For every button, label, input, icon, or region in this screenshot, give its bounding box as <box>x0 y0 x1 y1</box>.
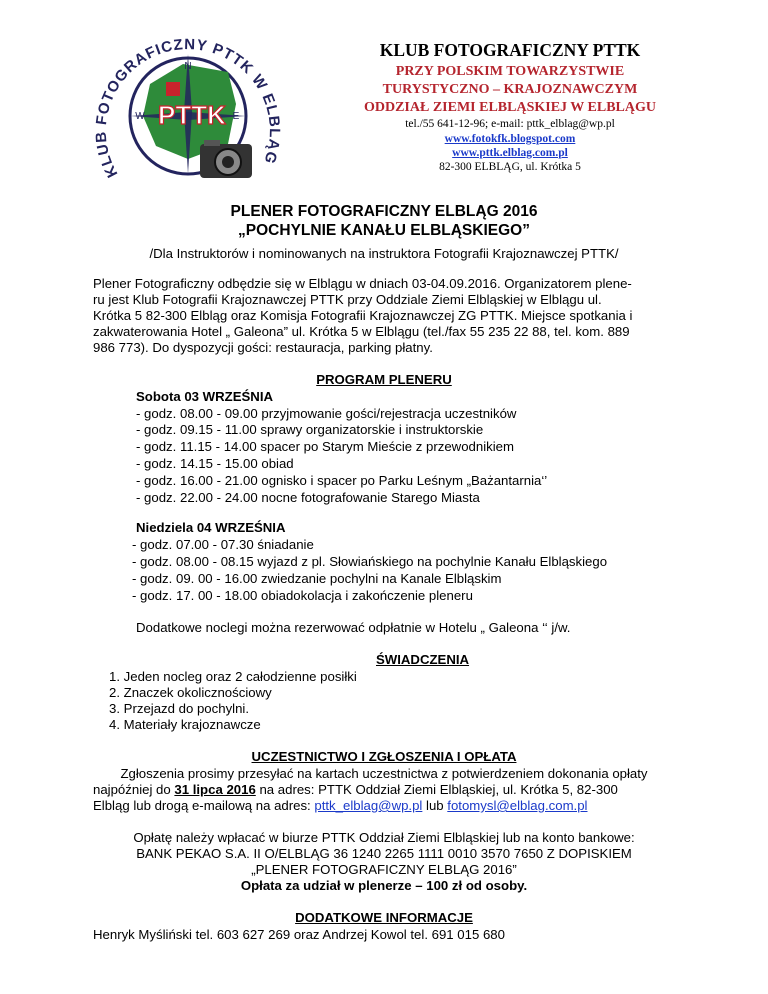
pttk-logo <box>88 24 288 204</box>
event-title-1: PLENER FOTOGRAFICZNY ELBLĄG 2016 <box>230 203 538 220</box>
benefits-heading: ŚWIADCZENIA <box>376 652 470 667</box>
event-subtitle: /Dla Instruktorów i nominowanych na instruktora Fotografii Krajoznawczej PTTK/ <box>149 246 619 261</box>
compass-n: N <box>184 61 192 72</box>
schedule-item: - godz. 08.00 - 08.15 wyjazd z pl. Słowiańskiego na pochylnie Kanału Elbląskiego <box>132 554 608 569</box>
fee-line: Opłata za udział w plenerze – 100 zł od osoby. <box>240 878 528 893</box>
logo-pttk-text: PTTK <box>158 100 226 130</box>
club-sub2: TURYSTYCZNO – KRAJOZNAWCZYM <box>382 82 638 97</box>
intro-line: Krótka 5 82-300 Elbląg oraz Komisja Fotografii Krajoznawczej ZG PTTK. Miejsce spotkania i <box>93 308 633 323</box>
payment-line1: Opłatę należy wpłacać w biurze PTTK Oddział Ziemi Elbląskiej lub na konto bankowe: <box>133 830 635 845</box>
schedule-item: - godz. 09. 00 - 16.00 zwiedzanie pochylni na Kanale Elbląskim <box>132 571 502 586</box>
schedule-item: - godz. 08.00 - 09.00 przyjmowanie gości/rejestracja uczestników <box>136 406 517 421</box>
intro-line: zakwaterowania Hotel „ Galeona” ul. Krótka 5 w Elblągu (tel./fax 55 235 22 88, tel. kom. 889 <box>93 324 630 339</box>
registration-line2: najpóźniej do 31 lipca 2016 na adres: PTTK Oddział Ziemi Elbląskiej, ul. Krótka 5, 82-300 <box>93 782 618 797</box>
benefit-item: 4. Materiały krajoznawcze <box>109 717 261 732</box>
email-link-fotomysl[interactable]: fotomysl@elblag.com.pl <box>447 798 588 813</box>
blog-link[interactable]: www.fotokfk.blogspot.com <box>444 133 576 145</box>
compass-w: W <box>135 111 145 122</box>
schedule-item: - godz. 14.15 - 15.00 obiad <box>136 456 294 471</box>
contact-line: tel./55 641-12-96; e-mail: pttk_elblag@wp.pl <box>405 118 615 130</box>
address-line: 82-300 ELBLĄG, ul. Krótka 5 <box>439 161 581 173</box>
schedule-item: - godz. 16.00 - 21.00 ognisko i spacer po Parku Leśnym „Bażantarnia‘’ <box>136 473 548 488</box>
program-heading: PROGRAM PLENERU <box>316 372 452 387</box>
intro-line: 986 773). Do dyspozycji gości: restauracja, parking płatny. <box>93 340 433 355</box>
schedule-item: - godz. 07.00 - 07.30 śniadanie <box>132 537 314 552</box>
benefit-item: 1. Jeden nocleg oraz 2 całodzienne posiłki <box>109 669 357 684</box>
schedule-item: - godz. 17. 00 - 18.00 obiadokolacja i zakończenie pleneru <box>132 588 473 603</box>
intro-line: Plener Fotograficzny odbędzie się w Elblągu w dniach 03-04.09.2016. Organizatorem plene- <box>93 276 632 291</box>
compass-e: E <box>232 111 240 122</box>
extra-nights-note: Dodatkowe noclegi można rezerwować odpłatnie w Hotelu „ Galeona ‘‘ j/w. <box>136 620 571 635</box>
club-sub3: ODDZIAŁ ZIEMI ELBLĄSKIEJ W ELBLĄGU <box>363 100 656 115</box>
site-link[interactable]: www.pttk.elblag.com.pl <box>452 147 568 159</box>
day2-label: Niedziela 04 WRZEŚNIA <box>136 520 286 535</box>
registration-line1: Zgłoszenia prosimy przesyłać na kartach uczestnictwa z potwierdzeniem dokonania opłaty <box>120 766 648 781</box>
camera-icon <box>200 140 252 178</box>
schedule-item: - godz. 09.15 - 11.00 sprawy organizatorskie i instruktorskie <box>136 422 484 437</box>
payment-line3: „PLENER FOTOGRAFICZNY ELBLĄG 2016” <box>251 862 517 877</box>
logo-arc-text: KLUB FOTOGRAFICZNY PTTK W ELBLĄG <box>92 35 283 181</box>
club-title: KLUB FOTOGRAFICZNY PTTK <box>379 40 641 60</box>
day1-label: Sobota 03 WRZEŚNIA <box>136 389 274 404</box>
flag-shape <box>166 82 180 96</box>
additional-heading: DODATKOWE INFORMACJE <box>295 910 473 925</box>
contact-persons: Henryk Myśliński tel. 603 627 269 oraz Andrzej Kowol tel. 691 015 680 <box>93 927 505 942</box>
deadline-date: 31 lipca 2016 <box>174 782 256 797</box>
registration-line3: Elbląg lub drogą e-mailową na adres: pttk_elblag@wp.pl lub fotomysl@elblag.com.pl <box>93 798 588 813</box>
intro-line: ru jest Klub Fotografii Krajoznawczej PTTK przy Oddziale Ziemi Elbląskiej w Elblągu ul. <box>93 292 602 307</box>
schedule-item: - godz. 22.00 - 24.00 nocne fotografowanie Starego Miasta <box>136 490 480 505</box>
schedule-item: - godz. 11.15 - 14.00 spacer po Starym Mieście z przewodnikiem <box>136 439 514 454</box>
email-link-pttk[interactable]: pttk_elblag@wp.pl <box>314 798 423 813</box>
event-title-2: „POCHYLNIE KANAŁU ELBLĄSKIEGO” <box>238 222 530 239</box>
benefit-item: 3. Przejazd do pochylni. <box>109 701 250 716</box>
payment-line2: BANK PEKAO S.A. II O/ELBLĄG 36 1240 2265 1111 0010 3570 7650 Z DOPISKIEM <box>136 846 632 861</box>
club-sub1: PRZY POLSKIM TOWARZYSTWIE <box>395 64 625 79</box>
benefit-item: 2. Znaczek okolicznościowy <box>109 685 272 700</box>
registration-heading: UCZESTNICTWO I ZGŁOSZENIA I OPŁATA <box>251 749 517 764</box>
